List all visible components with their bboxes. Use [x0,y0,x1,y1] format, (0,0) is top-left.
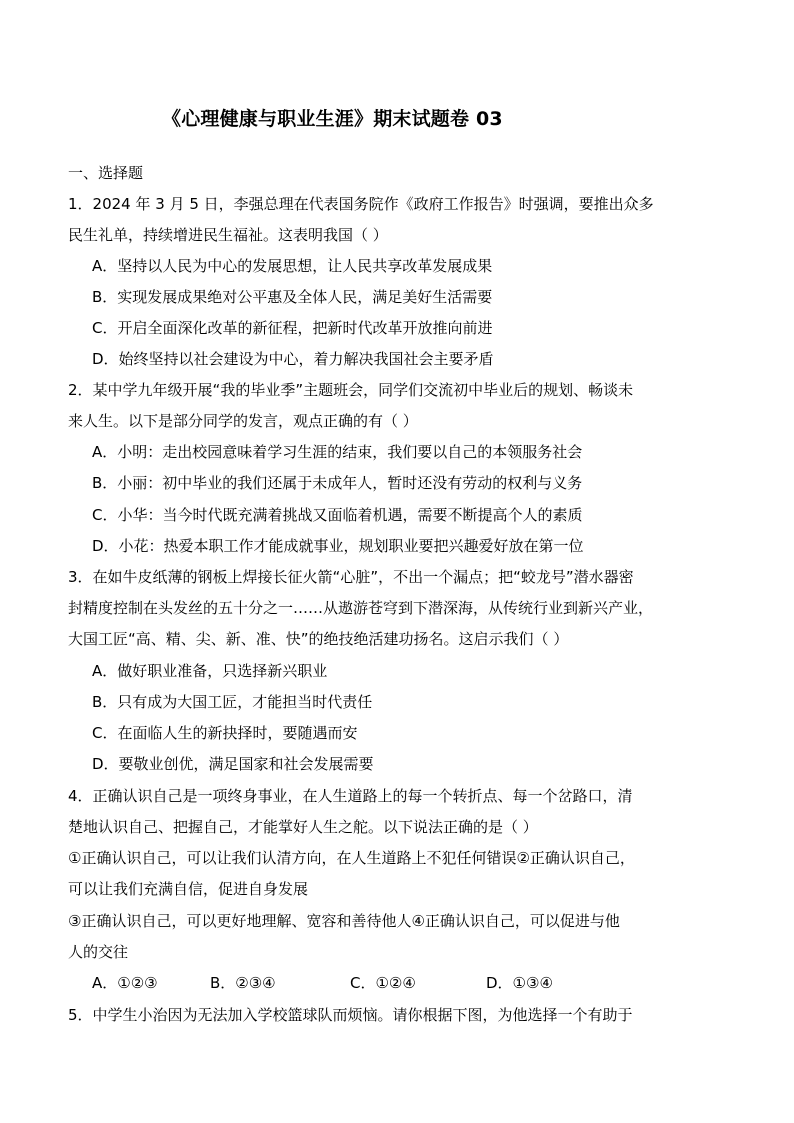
question-stem-line: 大国工匠“高、精、尖、新、准、快”的绝技绝活建功扬名。这启示我们（ ） [68,630,569,648]
option-a: A．做好职业准备，只选择新兴职业 [92,662,328,680]
page-title: 《心理健康与职业生涯》期末试题卷 03 [162,108,503,130]
option-a: A．①②③ [92,974,158,992]
option-b: B．实现发展成果绝对公平惠及全体人民，满足美好生活需要 [92,288,493,306]
option-c: C．在面临人生的新抉择时，要随遇而安 [92,724,358,742]
question-statement-line: ①正确认识自己，可以让我们认清方向，在人生道路上不犯任何错误②正确认识自己， [68,849,635,867]
option-c: C．①②④ [350,974,416,992]
question-stem-line: 民生礼单，持续增进民生福祉。这表明我国（ ） [68,226,388,244]
options-row [92,973,596,993]
section-heading: 一、选择题 [68,164,144,182]
option-c: C．开启全面深化改革的新征程，把新时代改革开放推向前进 [92,319,493,337]
option-d: D．①③④ [486,974,553,992]
option-b: B．只有成为大国工匠，才能担当时代责任 [92,693,373,711]
option-d: D．小花：热爱本职工作才能成就事业，规划职业要把兴趣爱好放在第一位 [92,537,584,555]
question-stem-line: 封精度控制在头发丝的五十分之一……从遨游苍穹到下潜深海，从传统行业到新兴产业， [68,599,654,617]
question-stem-line: 1．2024 年 3 月 5 日，李强总理在代表国务院作《政府工作报告》时强调，要推出众多 [68,195,654,213]
option-a: A．坚持以人民为中心的发展思想，让人民共享改革发展成果 [92,257,493,275]
question-stem-line: 4．正确认识自己是一项终身事业，在人生道路上的每一个转折点、每一个岔路口，清 [68,787,633,805]
option-c: C．小华：当今时代既充满着挑战又面临着机遇，需要不断提高个人的素质 [92,506,583,524]
option-d: D．始终坚持以社会建设为中心，着力解决我国社会主要矛盾 [92,350,494,368]
question-stem-line: 2．某中学九年级开展“我的毕业季”主题班会，同学们交流初中毕业后的规划、畅谈未 [68,381,634,399]
option-a: A．小明：走出校园意味着学习生涯的结束，我们要以自己的本领服务社会 [92,443,583,461]
question-stem-line: 来人生。以下是部分同学的发言，观点正确的有（ ） [68,412,418,430]
question-statement-line: ③正确认识自己，可以更好地理解、宽容和善待他人④正确认识自己，可以促进与他 [68,912,620,930]
option-b: B．小丽：初中毕业的我们还属于未成年人，暂时还没有劳动的权利与义务 [92,474,583,492]
question-stem-line: 5．中学生小治因为无法加入学校篮球队而烦恼。请你根据下图，为他选择一个有助于 [68,1006,633,1024]
question-statement-line: 可以让我们充满自信，促进自身发展 [68,880,309,898]
question-statement-line: 人的交往 [68,943,129,961]
option-d: D．要敬业创优，满足国家和社会发展需要 [92,755,374,773]
question-stem-line: 楚地认识自己、把握自己，才能掌好人生之舵。以下说法正确的是（ ） [68,818,538,836]
option-b: B．②③④ [210,974,276,992]
question-stem-line: 3．在如牛皮纸薄的钢板上焊接长征火箭“心脏”，不出一个漏点；把“蛟龙号”潜水器密 [68,568,634,586]
